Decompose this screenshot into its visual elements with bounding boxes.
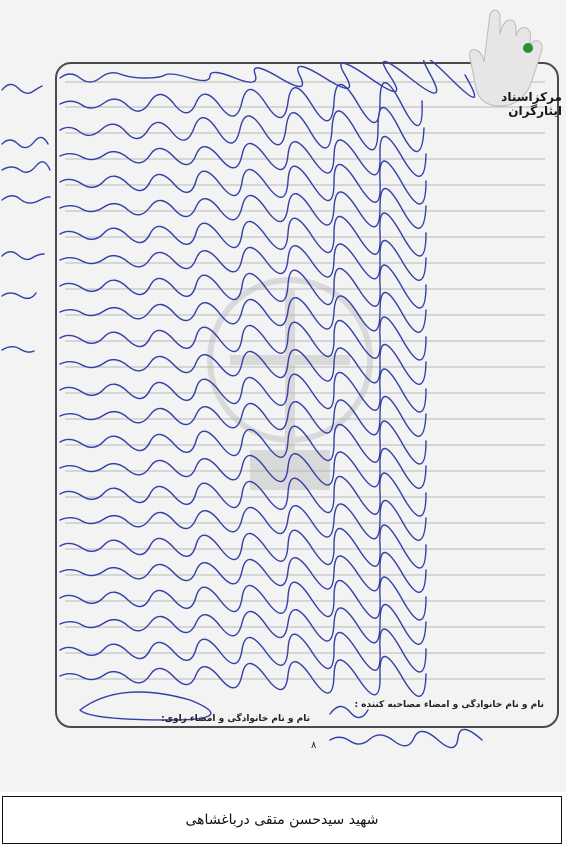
- organization-name: مرکزاسناد ایثارگران: [501, 90, 562, 118]
- signature-fields: [60, 700, 550, 730]
- handwritten-text: [0, 60, 566, 750]
- caption-text: شهید سیدحسن متقی درباغشاهی: [185, 812, 379, 828]
- interviewer-label: نام و نام خانوادگی و امضاء مصاحبه کننده :: [354, 700, 544, 710]
- caption-box: [2, 796, 562, 844]
- page-number: ۸: [311, 740, 317, 751]
- narrator-label: نام و نام خانوادگی و امضاء راوی:: [161, 714, 310, 724]
